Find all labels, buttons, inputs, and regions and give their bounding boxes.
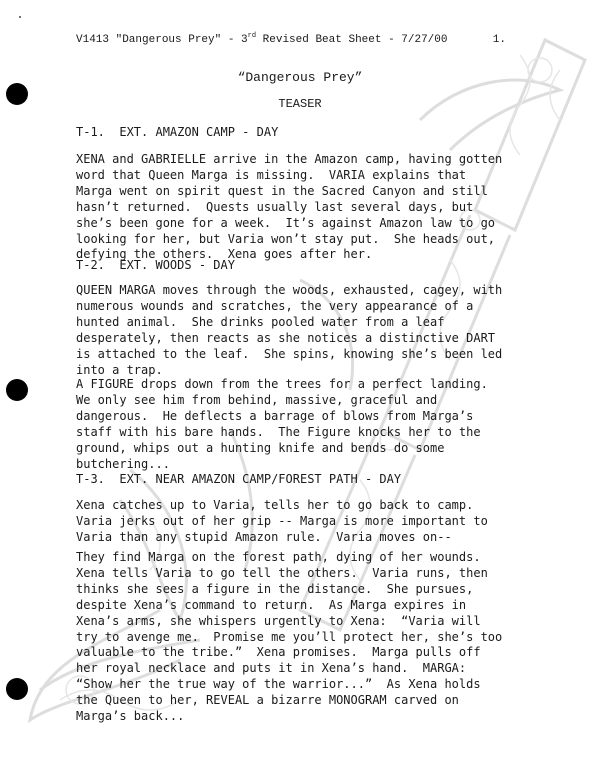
- scene-paragraph: QUEEN MARGA moves through the woods, exhausted, cagey, with numerous wounds and scratches, the very appearance of a hunted animal. She drinks pooled water from a leaf desperately, then reacts as she notices a distinctive DART is attached to the leaf. She spins, knowing she’s been led into a trap.: [76, 283, 503, 377]
- page-number: 1.: [492, 34, 506, 46]
- scene-heading: T-2. EXT. WOODS - DAY: [76, 258, 235, 272]
- scene-paragraph: Xena catches up to Varia, tells her to go back to camp. Varia jerks out of her grip -- Marga is more important to Varia than any stupid Amazon rule. Varia moves on--: [76, 498, 488, 544]
- scene-paragraph: XENA and GABRIELLE arrive in the Amazon camp, having gotten word that Queen Marga is missing. VARIA explains that Marga went on spirit quest in the Sacred Canyon and still hasn’t returned. Quests usually last several days, but she’s been gone for a week. It’s against Amazon law to go looking for her, but Varia won’t stay put. She heads out, defying the others. Xena goes after her.: [76, 152, 503, 262]
- scene-paragraph: They find Marga on the forest path, dying of her wounds. Xena tells Varia to go tell the others. Varia runs, then thinks she sees a figure in the distance. She pursues, despite Xena’s command to return. As Marga expires in Xena’s arms, she whispers urgently to Xena: “Varia will try to avenge me. Promise me you’ll protect her, she’s too valuable to the tribe.” Xena promises. Marga pulls off her royal necklace and puts it in Xena’s hand. MARGA: “Show her the true way of the warrior...” As Xena holds the Queen to her, REVEAL a bizarre MONOGRAM carved on Marga’s back...: [76, 550, 503, 724]
- scan-speck: [19, 16, 21, 18]
- punch-hole-middle: [6, 379, 28, 401]
- act-heading: TEASER: [278, 97, 322, 111]
- scene-heading: T-1. EXT. AMAZON CAMP - DAY: [76, 125, 279, 139]
- scene-paragraph: A FIGURE drops down from the trees for a perfect landing. We only see him from behind, massive, graceful and dangerous. He deflects a barrage of blows from Marga’s staff with his bare hands. The Figure knocks her to the ground, whips out a hunting knife and bends do some butchering...: [76, 377, 488, 471]
- episode-title: “Dangerous Prey”: [237, 70, 363, 85]
- scene-heading: T-3. EXT. NEAR AMAZON CAMP/FOREST PATH - DAY: [76, 472, 402, 486]
- header-title: V1413 "Dangerous Prey" - 3rd Revised Beat Sheet - 7/27/00: [76, 32, 448, 46]
- punch-hole-bottom: [6, 678, 28, 700]
